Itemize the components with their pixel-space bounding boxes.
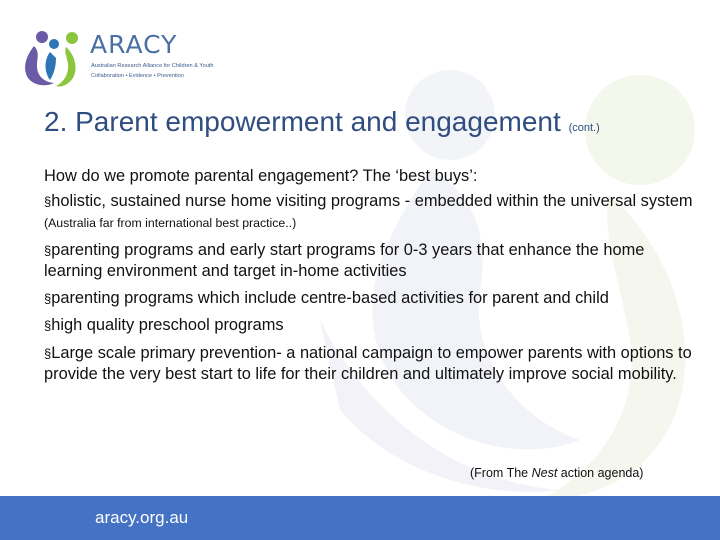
source-prefix: (From The [470,466,532,480]
slide-body [44,166,694,391]
bullet-marker: § [44,242,52,258]
bullet-item [44,315,694,337]
footer-url: aracy.org.au [95,508,189,527]
slide-title-suffix: (cont.) [568,122,600,134]
bullet-text: parenting programs which include centre-based activities for parent and child [51,288,609,307]
slide-title [44,106,600,138]
source-italic: Nest [531,466,558,480]
logo-subtitle: Australian Research Alliance for Children & Youth [91,63,214,69]
bullet-marker: § [44,345,52,361]
bullet-marker: § [44,318,52,333]
logo-tagline: Collaboration • Evidence • Prevention [91,73,184,79]
source-citation [470,466,643,480]
bullet-text: high quality preschool programs [51,316,284,334]
bullet-note: (Australia far from international best practice..) [44,216,297,230]
bullet-marker: § [44,193,52,209]
slide-title-main: 2. Parent empowerment and engagement [44,106,561,137]
aracy-figures-icon [20,30,82,88]
logo-wordmark: ARACY [90,30,178,59]
bullet-item [44,240,694,282]
aracy-logo [20,30,270,90]
bullet-marker: § [44,290,52,306]
bullet-item [44,288,694,310]
bullet-text: holistic, sustained nurse home visiting programs - embedded within the universal system [51,191,693,210]
source-suffix: action agenda) [557,466,644,480]
bullet-text: Large scale primary prevention- a national campaign to empower parents with options to provide the very best start to life for their children and ultimately improve social mobility. [44,343,692,383]
footer-bar [0,496,720,540]
bullet-item [44,191,694,234]
bullet-text: parenting programs and early start programs for 0-3 years that enhance the home learning environment and target in-home activities [44,240,645,280]
bullet-item [44,343,694,385]
intro-text: How do we promote parental engagement? The ‘best buys’: [44,167,478,185]
